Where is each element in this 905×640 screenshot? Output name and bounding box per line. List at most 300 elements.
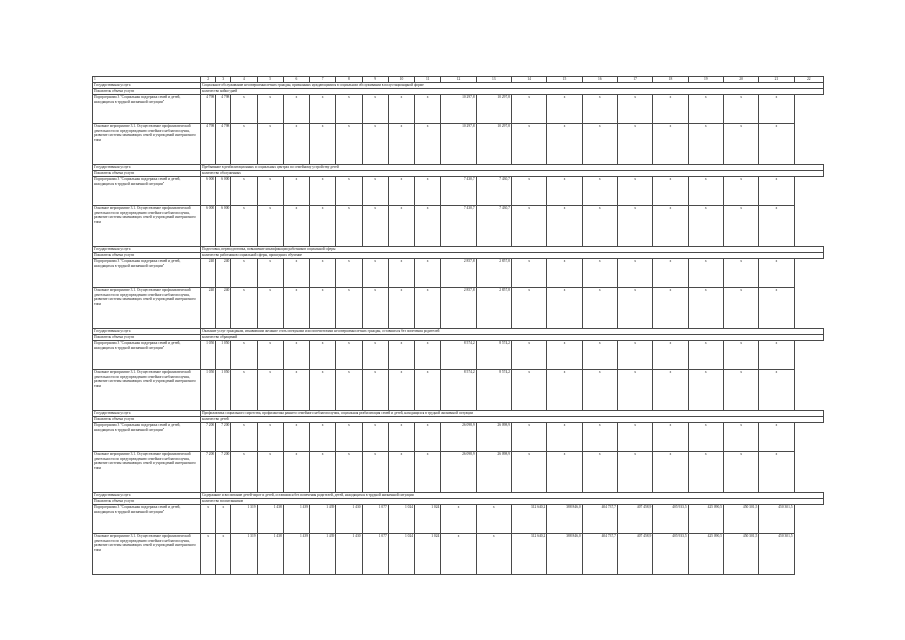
value-cell: x	[283, 423, 309, 452]
value-cell: x	[582, 259, 617, 288]
indicator-name-cell: количество обслуженных	[201, 171, 824, 177]
value-cell: 26 098,9	[441, 452, 476, 493]
value-cell: x	[547, 288, 582, 329]
value-cell: x	[283, 259, 309, 288]
value-cell: 1 024	[388, 534, 414, 575]
column-number-cell: 7	[310, 77, 336, 83]
value-cell: x	[336, 124, 362, 165]
value-cell: x	[688, 177, 723, 206]
value-cell: x	[257, 452, 283, 493]
value-cell: 2 857,8	[476, 259, 511, 288]
value-cell: x	[216, 505, 231, 534]
column-number-cell: 14	[511, 77, 546, 83]
value-cell: 7 430,7	[476, 206, 511, 247]
measure-label-cell: Основное мероприятие 3.1. Осуществление профилактической деятельности по предупреждению семейного неблагополучия, развитие системы заменяющих семей и учреждений интернатного типа	[93, 452, 201, 493]
value-cell: 1 050	[201, 370, 216, 411]
value-cell: x	[310, 288, 336, 329]
measure-label-cell: Основное мероприятие 3.1. Осуществление профилактической деятельности по предупреждению семейного неблагополучия, развитие системы заменяющих семей и учреждений интернатного типа	[93, 288, 201, 329]
value-cell: x	[283, 177, 309, 206]
value-cell: 404 737,7	[582, 534, 617, 575]
value-cell: x	[201, 534, 216, 575]
value-cell: 1 319	[231, 505, 257, 534]
value-cell: x	[723, 259, 758, 288]
value-cell: x	[415, 341, 441, 370]
value-cell: 405 933,5	[653, 534, 688, 575]
subprogram-label-cell: Подпрограмма 3 "Социальная поддержка семей и детей, находящихся в трудной жизненной ситуации"	[93, 177, 201, 206]
value-cell: x	[688, 95, 723, 124]
value-cell: x	[231, 288, 257, 329]
value-cell: x	[511, 341, 546, 370]
value-cell: x	[336, 341, 362, 370]
value-cell: x	[310, 124, 336, 165]
value-cell: 1 438	[257, 505, 283, 534]
column-number-cell: 8	[336, 77, 362, 83]
value-cell: x	[723, 341, 758, 370]
value-cell: 450 301,5	[759, 534, 794, 575]
value-cell: x	[415, 423, 441, 452]
value-cell: x	[415, 452, 441, 493]
value-cell: x	[388, 124, 414, 165]
value-cell: x	[653, 423, 688, 452]
value-cell: x	[415, 288, 441, 329]
value-cell: x	[441, 534, 476, 575]
value-cell: x	[582, 206, 617, 247]
value-cell: x	[723, 177, 758, 206]
measure-label-cell: Основное мероприятие 3.1. Осуществление профилактической деятельности по предупреждению семейного неблагополучия, развитие системы заменяющих семей и учреждений интернатного типа	[93, 206, 201, 247]
service-label-cell: Государственная услуга	[93, 493, 201, 499]
value-cell: x	[547, 177, 582, 206]
value-cell: x	[653, 177, 688, 206]
value-cell: x	[511, 370, 546, 411]
value-cell: x	[388, 95, 414, 124]
value-cell: x	[617, 206, 652, 247]
value-cell: x	[511, 288, 546, 329]
column-number-cell: 15	[547, 77, 582, 83]
value-cell: 425 090,5	[688, 505, 723, 534]
service-label-cell: Государственная услуга	[93, 83, 201, 89]
value-cell: 1 439	[310, 505, 336, 534]
value-cell: x	[257, 124, 283, 165]
service-name-cell: Пребывание в реабилитационных и социальных центрах по семейному устройству детей	[201, 165, 824, 171]
value-cell: x	[511, 423, 546, 452]
subprogram-row	[93, 505, 824, 534]
value-cell: x	[723, 370, 758, 411]
value-cell: x	[759, 423, 794, 452]
value-cell: 407 458,9	[617, 534, 652, 575]
value-cell: 26 098,9	[441, 423, 476, 452]
value-cell: 1 439	[310, 534, 336, 575]
value-cell: x	[688, 259, 723, 288]
value-cell: 425 090,5	[688, 534, 723, 575]
value-cell: x	[310, 206, 336, 247]
value-cell: x	[547, 95, 582, 124]
column-number-cell: 6	[283, 77, 309, 83]
value-cell: 240	[216, 288, 231, 329]
value-cell: x	[617, 95, 652, 124]
value-cell: x	[257, 423, 283, 452]
value-cell: 405 933,5	[653, 505, 688, 534]
value-cell: x	[231, 259, 257, 288]
value-cell: 4 798	[216, 95, 231, 124]
value-cell: x	[415, 95, 441, 124]
value-cell: x	[688, 370, 723, 411]
value-cell: 4 798	[201, 124, 216, 165]
value-cell: 4 798	[201, 95, 216, 124]
service-name-cell: Профилактика социального сиротства, профилактика раннего семейного неблагополучия, социальная реабилитация семей и детей, находящихся в трудной жизненной ситуации	[201, 411, 824, 417]
value-cell: x	[653, 341, 688, 370]
value-cell: 7 430,7	[441, 206, 476, 247]
value-cell: 10 297,8	[476, 95, 511, 124]
value-cell: x	[231, 423, 257, 452]
value-cell: x	[582, 177, 617, 206]
value-cell: x	[415, 259, 441, 288]
value-cell: x	[310, 259, 336, 288]
value-cell: x	[336, 95, 362, 124]
subprogram-row	[93, 341, 824, 370]
subprogram-label-cell: Подпрограмма 3 "Социальная поддержка семей и детей, находящихся в трудной жизненной ситуации"	[93, 341, 201, 370]
value-cell: x	[257, 95, 283, 124]
value-cell: x	[362, 423, 388, 452]
measure-row	[93, 452, 824, 493]
subprogram-label-cell: Подпрограмма 3 "Социальная поддержка семей и детей, находящихся в трудной жизненной ситуации"	[93, 259, 201, 288]
value-cell: 8 574,2	[476, 370, 511, 411]
value-cell: 10 297,8	[476, 124, 511, 165]
value-cell: x	[582, 452, 617, 493]
value-cell: x	[283, 452, 309, 493]
value-cell: x	[310, 370, 336, 411]
value-cell: x	[336, 259, 362, 288]
value-cell: x	[257, 259, 283, 288]
measure-row	[93, 124, 824, 165]
column-number-cell: 12	[441, 77, 476, 83]
value-cell: x	[653, 288, 688, 329]
value-cell: x	[362, 259, 388, 288]
value-cell: x	[415, 206, 441, 247]
value-cell: x	[617, 452, 652, 493]
value-cell: 6 000	[201, 177, 216, 206]
column-number-cell: 4	[231, 77, 257, 83]
value-cell: x	[362, 370, 388, 411]
value-cell: x	[723, 423, 758, 452]
value-cell: x	[723, 288, 758, 329]
value-cell: x	[476, 534, 511, 575]
indicator-label-cell: Показатель объема услуги	[93, 253, 201, 259]
value-cell: x	[336, 452, 362, 493]
value-cell: x	[310, 95, 336, 124]
value-cell: x	[362, 341, 388, 370]
value-cell: 388 846,0	[547, 534, 582, 575]
value-cell: x	[582, 423, 617, 452]
column-number-cell: 2	[201, 77, 216, 83]
value-cell: 7 200	[216, 423, 231, 452]
measure-label-cell: Основное мероприятие 3.1. Осуществление профилактической деятельности по предупреждению семейного неблагополучия, развитие системы заменяющих семей и учреждений интернатного типа	[93, 124, 201, 165]
value-cell: x	[231, 206, 257, 247]
column-number-cell: 13	[476, 77, 511, 83]
column-number-cell: 1	[93, 77, 201, 83]
value-cell: 26 098,9	[476, 423, 511, 452]
value-cell: 7 430,7	[441, 177, 476, 206]
value-cell: x	[336, 423, 362, 452]
value-cell: 6 000	[201, 206, 216, 247]
value-cell: x	[617, 370, 652, 411]
value-cell: x	[231, 452, 257, 493]
value-cell: 1 439	[283, 534, 309, 575]
value-cell: x	[362, 177, 388, 206]
value-cell: x	[759, 124, 794, 165]
value-cell: 1 050	[201, 341, 216, 370]
table-body	[93, 77, 824, 575]
value-cell: x	[231, 95, 257, 124]
value-cell: 2 857,8	[441, 259, 476, 288]
value-cell: 1 050	[216, 370, 231, 411]
value-cell: x	[283, 124, 309, 165]
value-cell: 1 050	[216, 341, 231, 370]
value-cell: 312 640,2	[511, 534, 546, 575]
value-cell: 450 301,5	[723, 505, 758, 534]
value-cell: x	[257, 206, 283, 247]
value-cell: x	[362, 206, 388, 247]
value-cell: x	[688, 423, 723, 452]
value-cell: x	[388, 423, 414, 452]
column-number-cell: 11	[415, 77, 441, 83]
service-name-cell: Подготовка, переподготовка, повышение квалификации работников социальной сферы	[201, 247, 824, 253]
value-cell: x	[511, 206, 546, 247]
value-cell: x	[582, 95, 617, 124]
value-cell: x	[617, 288, 652, 329]
value-cell: x	[415, 177, 441, 206]
column-number-cell: 10	[388, 77, 414, 83]
value-cell: x	[759, 206, 794, 247]
value-cell: x	[388, 452, 414, 493]
value-cell: 7 430,7	[476, 177, 511, 206]
value-cell: x	[582, 341, 617, 370]
value-cell: x	[653, 259, 688, 288]
indicator-name-cell: количество койко-дней	[201, 89, 824, 95]
value-cell: x	[257, 288, 283, 329]
subprogram-label-cell: Подпрограмма 3 "Социальная поддержка семей и детей, находящихся в трудной жизненной ситуации"	[93, 505, 201, 534]
column-number-cell: 18	[653, 77, 688, 83]
value-cell: x	[723, 206, 758, 247]
value-cell: x	[231, 177, 257, 206]
value-cell: 1 077	[362, 534, 388, 575]
value-cell: x	[547, 341, 582, 370]
service-name-cell: Оказание услуг гражданам, изъявившим желание стать опекунами или попечителями несовершеннолетних граждан, оставшихся без попечения родителей	[201, 329, 824, 335]
subprogram-label-cell: Подпрограмма 3 "Социальная поддержка семей и детей, находящихся в трудной жизненной ситуации"	[93, 95, 201, 124]
value-cell: x	[617, 259, 652, 288]
value-cell: 1 319	[231, 534, 257, 575]
value-cell: x	[547, 452, 582, 493]
value-cell: x	[547, 370, 582, 411]
value-cell: x	[231, 341, 257, 370]
value-cell: 8 574,2	[441, 341, 476, 370]
value-cell: x	[511, 259, 546, 288]
subprogram-row	[93, 259, 824, 288]
value-cell: 6 000	[216, 206, 231, 247]
service-label-cell: Государственная услуга	[93, 411, 201, 417]
value-cell: 404 737,7	[582, 505, 617, 534]
value-cell: 240	[201, 259, 216, 288]
value-cell: 240	[201, 288, 216, 329]
value-cell: x	[723, 124, 758, 165]
value-cell: x	[283, 206, 309, 247]
column-number-cell: 16	[582, 77, 617, 83]
value-cell: x	[231, 124, 257, 165]
value-cell: x	[653, 370, 688, 411]
measure-label-cell: Основное мероприятие 3.1. Осуществление профилактической деятельности по предупреждению семейного неблагополучия, развитие системы заменяющих семей и учреждений интернатного типа	[93, 370, 201, 411]
value-cell: x	[336, 206, 362, 247]
value-cell: x	[310, 452, 336, 493]
value-cell: x	[511, 124, 546, 165]
value-cell: x	[653, 124, 688, 165]
value-cell: x	[310, 177, 336, 206]
value-cell: x	[283, 95, 309, 124]
value-cell: 10 297,8	[441, 124, 476, 165]
service-name-cell: Социальное обслуживание несовершеннолетних граждан, признанных нуждающимися в социальном обслуживании в полустационарной форме	[201, 83, 824, 89]
value-cell: 312 640,2	[511, 505, 546, 534]
value-cell: x	[362, 95, 388, 124]
value-cell: 4 798	[216, 124, 231, 165]
column-number-cell: 22	[794, 77, 823, 83]
value-cell: x	[216, 534, 231, 575]
value-cell: 450 301,5	[723, 534, 758, 575]
value-cell: 10 297,8	[441, 95, 476, 124]
value-cell: x	[617, 124, 652, 165]
value-cell: x	[415, 124, 441, 165]
value-cell: 7 200	[216, 452, 231, 493]
measure-row	[93, 206, 824, 247]
indicator-label-cell: Показатель объема услуги	[93, 89, 201, 95]
value-cell: 7 200	[201, 452, 216, 493]
subprogram-label-cell: Подпрограмма 3 "Социальная поддержка семей и детей, находящихся в трудной жизненной ситуации"	[93, 423, 201, 452]
value-cell: x	[388, 370, 414, 411]
value-cell: 8 574,2	[476, 341, 511, 370]
indicator-label-cell: Показатель объема услуги	[93, 417, 201, 423]
value-cell: x	[257, 370, 283, 411]
value-cell: x	[310, 341, 336, 370]
value-cell: x	[759, 95, 794, 124]
value-cell: x	[415, 370, 441, 411]
value-cell: x	[388, 288, 414, 329]
value-cell: x	[336, 288, 362, 329]
value-cell: x	[336, 177, 362, 206]
subprogram-row	[93, 177, 824, 206]
measure-row	[93, 288, 824, 329]
column-number-cell: 19	[688, 77, 723, 83]
column-number-cell: 17	[617, 77, 652, 83]
value-cell: 1 430	[336, 505, 362, 534]
value-cell: 2 857,8	[441, 288, 476, 329]
value-cell: x	[759, 452, 794, 493]
measure-row	[93, 534, 824, 575]
value-cell: 2 857,8	[476, 288, 511, 329]
value-cell: x	[362, 124, 388, 165]
value-cell: x	[617, 177, 652, 206]
value-cell: x	[688, 288, 723, 329]
indicator-name-cell: количество детей	[201, 417, 824, 423]
value-cell: x	[582, 288, 617, 329]
value-cell: x	[388, 259, 414, 288]
document-table	[92, 76, 824, 575]
column-number-cell: 5	[257, 77, 283, 83]
value-cell: x	[759, 259, 794, 288]
value-cell: 1 024	[415, 505, 441, 534]
value-cell: x	[759, 370, 794, 411]
value-cell: x	[511, 452, 546, 493]
value-cell: 6 000	[216, 177, 231, 206]
value-cell: x	[547, 259, 582, 288]
value-cell: x	[582, 370, 617, 411]
indicator-label-cell: Показатель объема услуги	[93, 171, 201, 177]
value-cell: x	[476, 505, 511, 534]
value-cell: x	[362, 452, 388, 493]
value-cell: x	[759, 288, 794, 329]
indicator-name-cell: количество работников социальной сферы, прошедших обучение	[201, 253, 824, 259]
value-cell: 1 438	[257, 534, 283, 575]
subprogram-row	[93, 95, 824, 124]
value-cell: x	[547, 206, 582, 247]
value-cell: x	[388, 177, 414, 206]
indicator-label-cell: Показатель объема услуги	[93, 499, 201, 505]
value-cell: x	[653, 452, 688, 493]
value-cell: x	[617, 423, 652, 452]
service-label-cell: Государственная услуга	[93, 247, 201, 253]
column-number-cell: 3	[216, 77, 231, 83]
value-cell: x	[441, 505, 476, 534]
value-cell: x	[582, 124, 617, 165]
value-cell: x	[688, 124, 723, 165]
indicator-name-cell: количество обращений	[201, 335, 824, 341]
value-cell: 1 024	[388, 505, 414, 534]
value-cell: x	[231, 370, 257, 411]
value-cell: x	[759, 177, 794, 206]
value-cell: 1 439	[283, 505, 309, 534]
value-cell: 1 430	[336, 534, 362, 575]
indicator-label-cell: Показатель объема услуги	[93, 335, 201, 341]
value-cell: x	[723, 452, 758, 493]
measure-label-cell: Основное мероприятие 3.1. Осуществление профилактической деятельности по предупреждению семейного неблагополучия, развитие системы заменяющих семей и учреждений интернатного типа	[93, 534, 201, 575]
value-cell: x	[283, 370, 309, 411]
subprogram-row	[93, 423, 824, 452]
value-cell: x	[283, 288, 309, 329]
value-cell: 388 846,0	[547, 505, 582, 534]
value-cell: 1 077	[362, 505, 388, 534]
value-cell: x	[388, 341, 414, 370]
value-cell: 407 458,9	[617, 505, 652, 534]
value-cell: 450 301,5	[759, 505, 794, 534]
value-cell: x	[336, 370, 362, 411]
value-cell: x	[388, 206, 414, 247]
value-cell: 26 098,9	[476, 452, 511, 493]
value-cell: x	[547, 423, 582, 452]
value-cell: 240	[216, 259, 231, 288]
value-cell: x	[362, 288, 388, 329]
column-number-cell: 9	[362, 77, 388, 83]
value-cell: x	[617, 341, 652, 370]
value-cell: x	[511, 95, 546, 124]
value-cell: 8 574,2	[441, 370, 476, 411]
value-cell: x	[257, 341, 283, 370]
service-label-cell: Государственная услуга	[93, 165, 201, 171]
value-cell: x	[759, 341, 794, 370]
value-cell: x	[201, 505, 216, 534]
value-cell: 7 200	[201, 423, 216, 452]
value-cell: x	[547, 124, 582, 165]
value-cell: x	[283, 341, 309, 370]
value-cell: 1 024	[415, 534, 441, 575]
value-cell: x	[688, 206, 723, 247]
column-number-cell: 20	[723, 77, 758, 83]
value-cell: x	[511, 177, 546, 206]
